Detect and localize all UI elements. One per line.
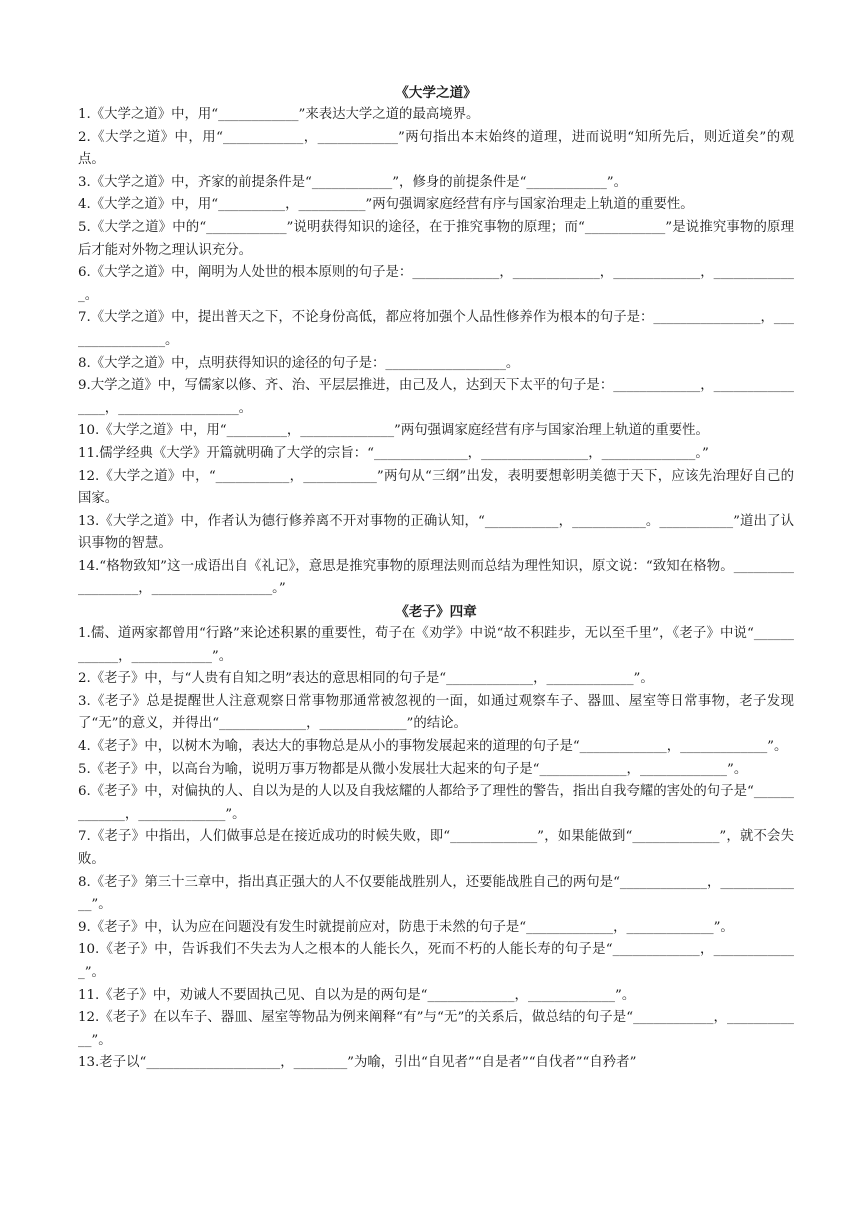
section-title: 《老子》四章 xyxy=(395,604,477,621)
question: 4.《大学之道》中，用“__________，__________”两句强调家庭经营有序与国家治理走上轨道的重要性。 xyxy=(78,197,694,213)
question: 11.《老子》中，劝诫人不要固执己见、自以为是的两句是“_____________，_____________”。 xyxy=(78,987,636,1003)
question: 3.《老子》总是提醒世人注意观察日常事物那通常被忽视的一面，如通过观察车子、器皿、屋室等日常事物，老子发现了“无”的意义，并得出“_____________，_____________”的结论。 xyxy=(78,693,794,732)
question: 1.儒、道两家都曾用“行路”来论述积累的重要性，荀子在《劝学》中说“故不积跬步，无以至千里”，《老子》中说“____________，____________”。 xyxy=(78,626,794,664)
question: 5.《老子》中，以高台为喻，说明万事万物都是从微小发展壮大起来的句子是“_____________，_____________”。 xyxy=(78,761,748,777)
question: 2.《大学之道》中，用“____________，____________”两句指出本末始终的道理，进而说明“知所先后，则近道矣”的观点。 xyxy=(78,129,794,168)
question: 11.儒学经典《大学》开篇就明确了大学的宗旨：“______________，________________，______________。” xyxy=(78,445,709,461)
question: 7.《大学之道》中，提出普天之下，不论身份高低，都应将加强个人品性修养作为根本的句子是：________________，________________。 xyxy=(78,310,794,348)
question: 3.《大学之道》中，齐家的前提条件是“____________”，修身的前提条件是“____________”。 xyxy=(78,174,628,190)
section-title: 《大学之道》 xyxy=(395,85,477,101)
question: 13.老子以“____________________，________”为喻，引出“自见者”“自是者”“自伐者”“自矜者” xyxy=(78,1055,637,1071)
question: 6.《大学之道》中，阐明为人处世的根本原则的句子是：_____________，_____________，_____________，_____________。 xyxy=(78,265,794,303)
question: 9.《老子》中，认为应在问题没有发生时就提前应对，防患于未然的句子是“_____________，_____________”。 xyxy=(78,919,734,935)
question: 12.《老子》在以车子、器皿、屋室等物品为例来阐释“有”与“无”的关系后，做总结的句子是“____________，____________”。 xyxy=(78,1010,794,1048)
question: 8.《老子》第三十三章中，指出真正强大的人不仅要能战胜别人，还要能战胜自己的两句是“_____________，_____________”。 xyxy=(78,874,794,913)
question: 12.《大学之道》中，“___________，___________”两句从“三纲”出发，表明要想彰明美德于天下，应该先治理好自己的国家。 xyxy=(78,468,794,507)
question: 4.《老子》中，以树木为喻，表达大的事物总是从小的事物发展起来的道理的句子是“_____________，_____________”。 xyxy=(78,739,788,755)
question: 8.《大学之道》中，点明获得知识的途径的句子是：__________________。 xyxy=(78,355,520,371)
question: 5.《大学之道》中的“____________”说明获得知识的途径，在于推究事物的原理；而“____________”是说推究事物的原理后才能对外物之理认识充分。 xyxy=(78,219,794,258)
question: 13.《大学之道》中，作者认为德行修养离不开对事物的正确认知，“___________，___________。___________”道出了认识事物的智慧。 xyxy=(78,513,794,552)
question: 14.“格物致知”这一成语出自《礼记》，意思是推究事物的原理法则而总结为理性知识，原文说：“致知在格物。__________________，__________________。” xyxy=(78,558,794,597)
question: 10.《大学之道》中，用“_________，______________”两句强调家庭经营有序与国家治理上轨道的重要性。 xyxy=(78,423,709,439)
question: 10.《老子》中，告诉我们不失去为人之根本的人能长久，死而不朽的人能长寿的句子是“_____________，_____________”。 xyxy=(78,942,794,980)
question: 9.大学之道》中，写儒家以修、齐、治、平层层推进，由己及人，达到天下太平的句子是：_____________，________________，__________________。 xyxy=(78,378,794,416)
question: 6.《老子》中，对偏执的人、自以为是的人以及自我炫耀的人都给予了理性的警告，指出自我夸耀的害处的句子是“_____________，_____________”。 xyxy=(78,784,794,822)
question: 1.《大学之道》中，用“____________”来表达大学之道的最高境界。 xyxy=(78,107,480,122)
question: 2.《老子》中，与“人贵有自知之明”表达的意思相同的句子是“_____________，_____________”。 xyxy=(78,671,654,687)
question: 7.《老子》中指出，人们做事总是在接近成功的时候失败，即“_____________”，如果能做到“_____________”，就不会失败。 xyxy=(78,829,794,867)
